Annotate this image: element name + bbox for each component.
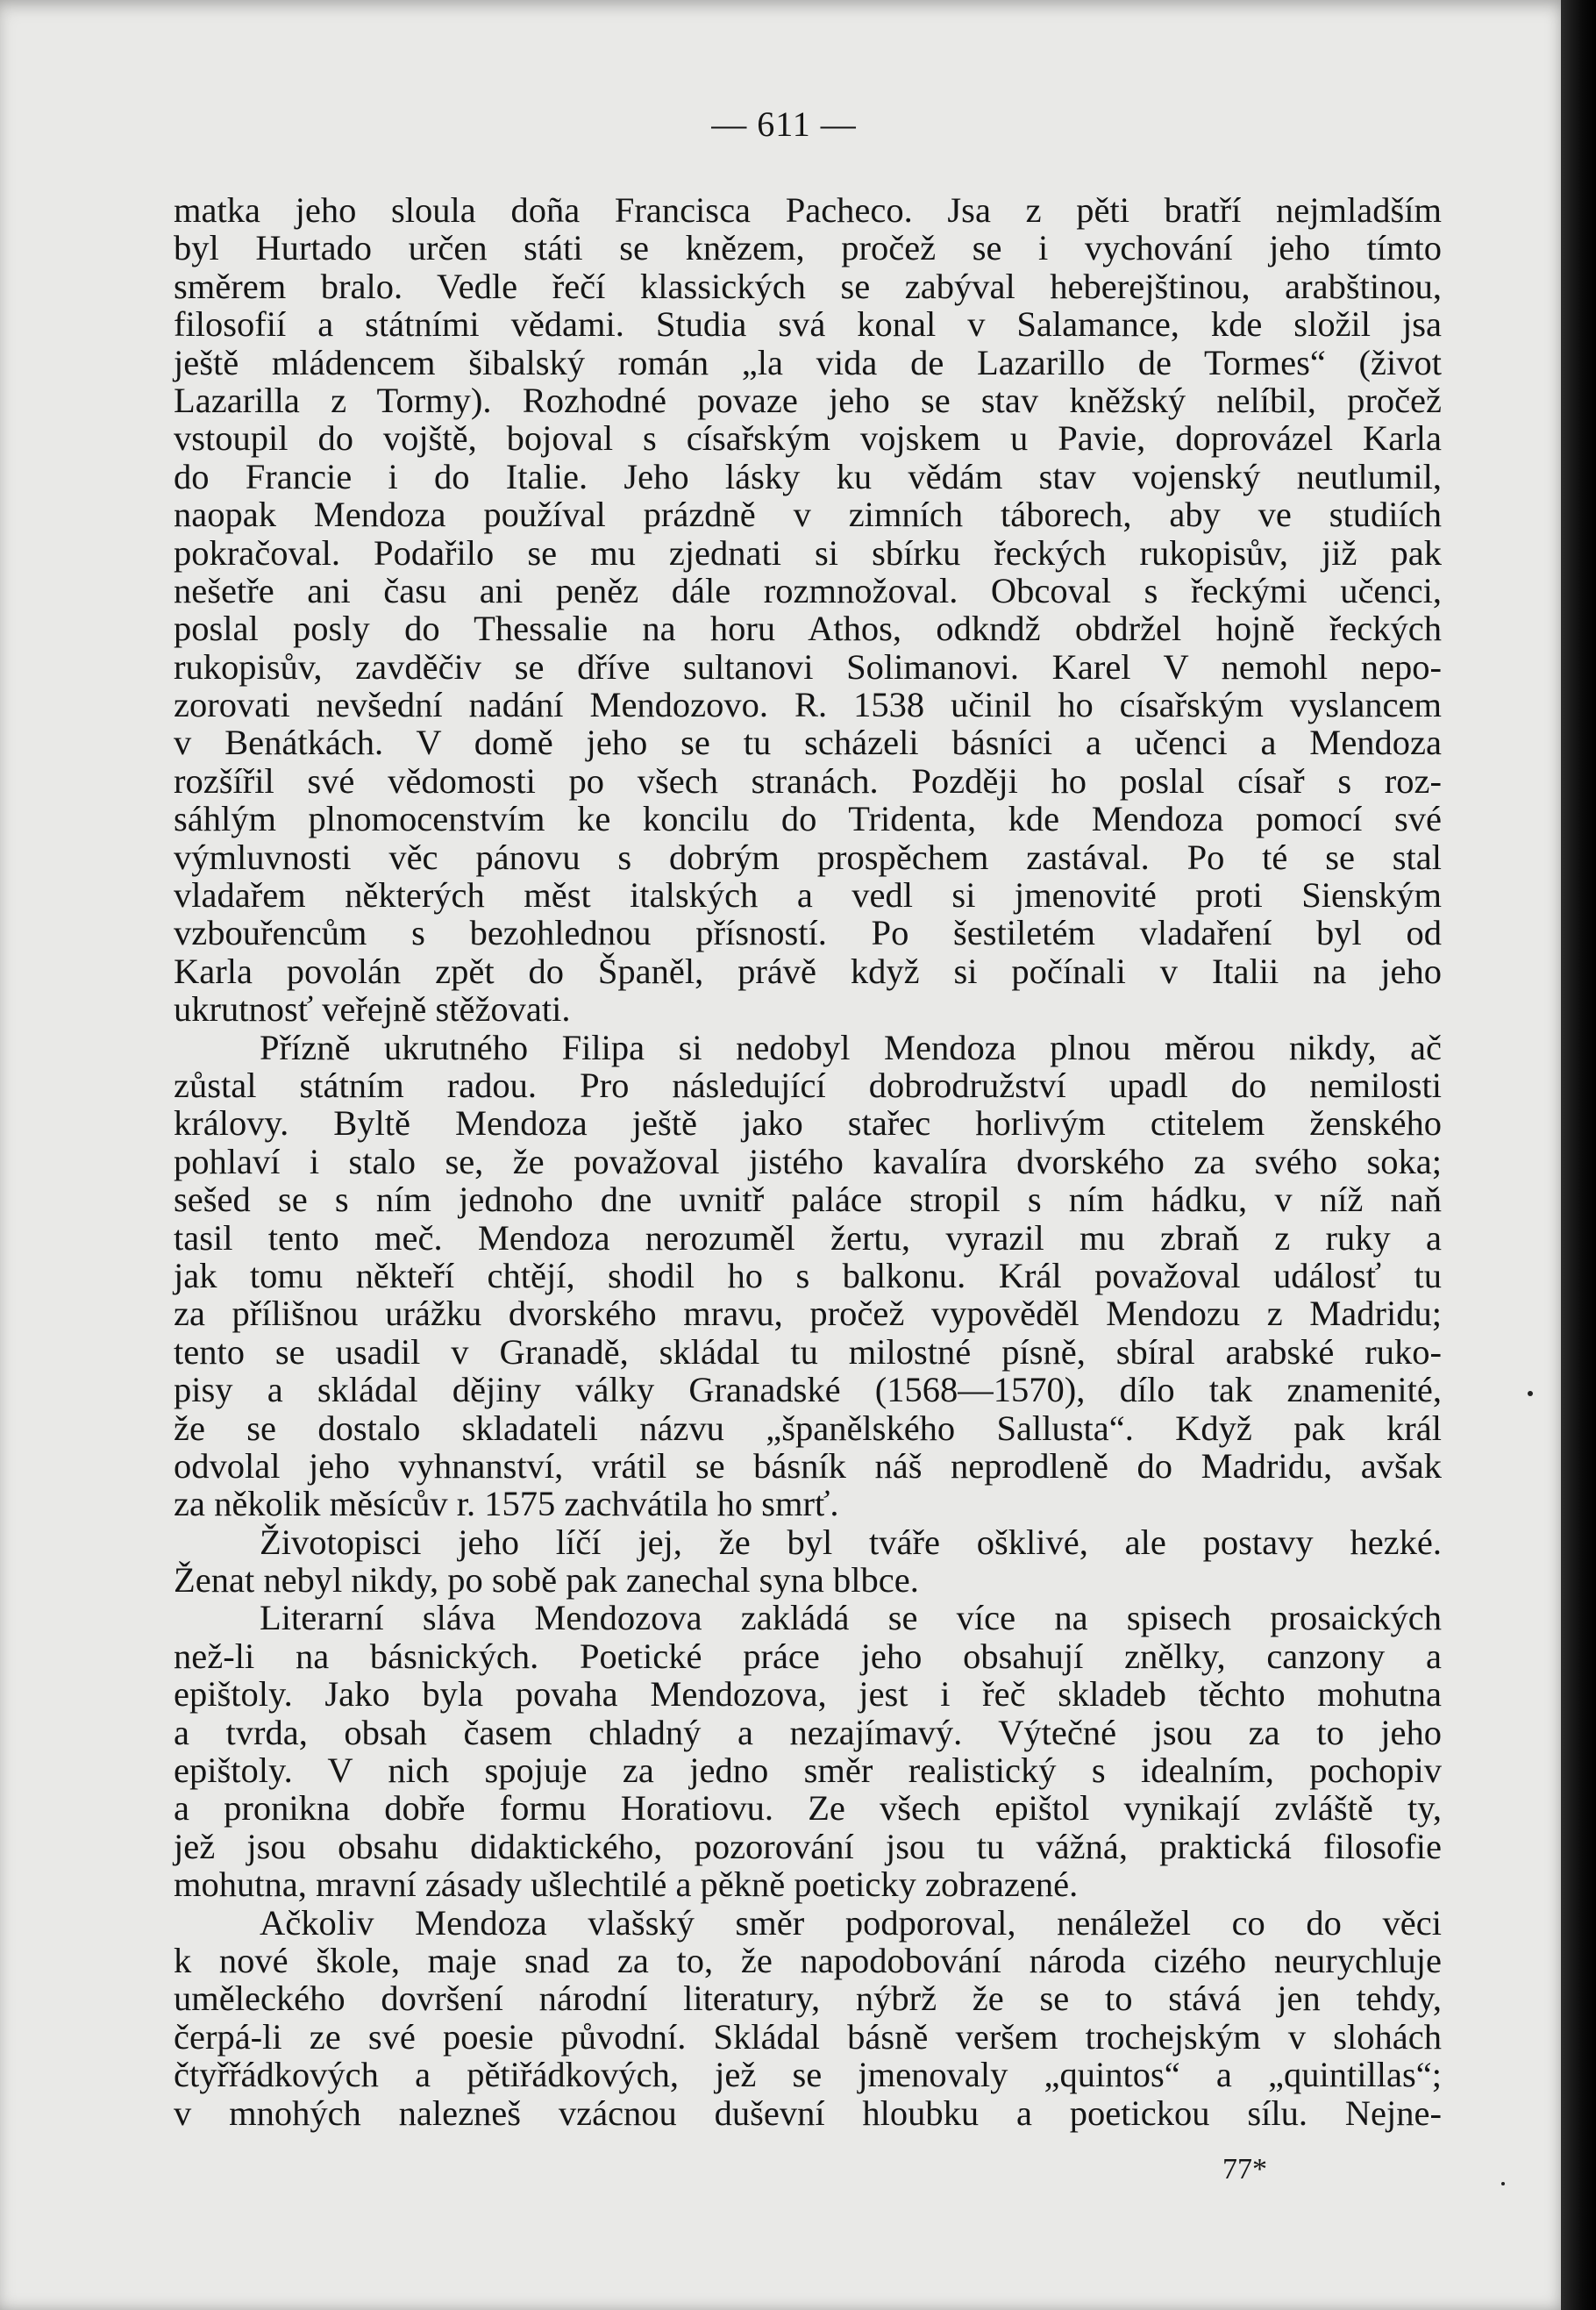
text-line: než-li na básnických. Poetické práce jeho obsahují znělky, canzony a	[174, 1636, 1442, 1676]
text-line: naopak Mendoza používal prázdně v zimních táborech, aby ve studiích	[174, 495, 1442, 535]
signature-mark: 77*	[1222, 2153, 1267, 2185]
text-line: a tvrda, obsah časem chladný a nezajímavý. Výtečné jsou za to jeho	[174, 1712, 1442, 1752]
text-line: za přílišnou urážku dvorského mravu, pročež vypověděl Mendozu z Madridu;	[174, 1294, 1442, 1334]
text-line: jež jsou obsahu didaktického, pozorování jsou tu vážná, praktická filosofie	[174, 1826, 1442, 1866]
page-text	[174, 191, 1442, 2132]
text-line: Lazarilla z Tormy). Rozhodné povaze jeho se stav kněžský nelíbil, pročež	[174, 380, 1442, 420]
text-line: matka jeho sloula doña Francisca Pacheco. Jsa z pěti bratří nejmladším	[174, 190, 1442, 230]
text-line: byl Hurtado určen státi se knězem, pročež se i vychování jeho tímto	[174, 228, 1442, 268]
text-line: Literarní sláva Mendozova zakládá se více na spisech prosaických	[260, 1598, 1442, 1638]
text-line: zorovati nevšední nadání Mendozovo. R. 1538 učinil ho císařským vyslancem	[174, 685, 1442, 725]
text-line: pohlaví i stalo se, že považoval jistého kavalíra dvorského za svého soka;	[174, 1141, 1442, 1181]
text-line: uměleckého dovršení národní literatury, nýbrž že se to stává jen tehdy,	[174, 1978, 1442, 2019]
text-line: v Benátkách. V domě jeho se tu scházeli básníci a učenci a Mendoza	[174, 723, 1442, 763]
text-line: a pronikna dobře formu Horatiovu. Ze všech epištol vynikají zvláště ty,	[174, 1788, 1442, 1829]
text-line: vladařem některých měst italských a vedl si jmenovité proti Sienským	[174, 875, 1442, 916]
text-line: k nové škole, maje snad za to, že napodobování národa cizého neurychluje	[174, 1940, 1442, 1980]
text-line: Ženat nebyl nikdy, po sobě pak zanechal syna blbce.	[174, 1560, 919, 1601]
text-line: odvolal jeho vyhnanství, vrátil se básník náš neprodleně do Madridu, avšak	[174, 1445, 1442, 1486]
text-line: vzbouřencům s bezohlednou přísností. Po šestiletém vladaření byl od	[174, 913, 1442, 953]
text-line: mohutna, mravní zásady ušlechtilé a pěkně poeticky zobrazené.	[174, 1864, 1079, 1905]
text-line: Přízně ukrutného Filipa si nedobyl Mendoza plnou měrou nikdy, ač	[260, 1027, 1442, 1067]
scan-speck	[1528, 1391, 1533, 1396]
text-line: Karla povolán zpět do Španěl, právě když si počínali v Italii na jeho	[174, 951, 1442, 991]
text-line: že se dostalo skladateli názvu „španělského Sallusta“. Když pak král	[174, 1408, 1442, 1448]
scan-edge-shadow	[1561, 0, 1596, 2310]
page-number: — 611 —	[711, 104, 857, 144]
text-line: výmluvnosti věc pánovu s dobrým prospěchem zastával. Po té se stal	[174, 837, 1442, 877]
text-line: poslal posly do Thessalie na horu Athos, odkndž obdržel hojně řeckých	[174, 609, 1442, 649]
text-line: do Francie i do Italie. Jeho lásky ku vědám stav vojenský neutlumil,	[174, 456, 1442, 496]
text-line: jak tomu někteří chtějí, shodil ho s balkonu. Král považoval událosť tu	[174, 1255, 1442, 1295]
scan-speck	[1501, 2182, 1505, 2185]
paragraph-4	[174, 1599, 1442, 1903]
paragraph-5	[174, 1904, 1442, 2132]
text-line: zůstal státním radou. Pro následující dobrodružství upadl do nemilosti	[174, 1065, 1442, 1105]
text-line: Ačkoliv Mendoza vlašský směr podporoval, nenáležel co do věci	[260, 1902, 1442, 1943]
text-line: pisy a skládal dějiny války Granadské (1568—1570), dílo tak znamenité,	[174, 1370, 1442, 1410]
text-line: Životopisci jeho líčí jej, že byl tváře ošklivé, ale postavy hezké.	[260, 1522, 1442, 1562]
text-line: ještě mládencem šibalský román „la vida de Lazarillo de Tormes“ (život	[174, 342, 1442, 382]
text-line: směrem bralo. Vedle řečí klassických se zabýval heberejštinou, arabštinou,	[174, 266, 1442, 306]
text-line: tasil tento meč. Mendoza nerozuměl žertu, vyrazil mu zbraň z ruky a	[174, 1217, 1442, 1258]
text-line: epištoly. Jako byla povaha Mendozova, jest i řeč skladeb těchto mohutna	[174, 1674, 1442, 1715]
text-line: v mnohých nalezneš vzácnou duševní hloubku a poetickou sílu. Nejne-	[174, 2093, 1442, 2133]
text-line: ukrutnosť veřejně stěžovati.	[174, 989, 571, 1030]
text-line: sáhlým plnomocenstvím ke koncilu do Tridenta, kde Mendoza pomocí své	[174, 799, 1442, 839]
text-line: vstoupil do vojště, bojoval s císařským vojskem u Pavie, doprovázel Karla	[174, 418, 1442, 459]
paragraph-2	[174, 1029, 1442, 1523]
text-line: rukopisův, zavděčiv se dříve sultanovi Solimanovi. Karel V nemohl nepo-	[174, 646, 1442, 687]
text-line: filosofií a státními vědami. Studia svá konal v Salamance, kde složil jsa	[174, 304, 1442, 345]
text-line: čtyřřádkových a pětiřádkových, jež se jmenovaly „quintos“ a „quintillas“;	[174, 2055, 1442, 2095]
paragraph-3	[174, 1523, 1442, 1600]
text-line: královy. Byltě Mendoza ještě jako stařec horlivým ctitelem ženského	[174, 1103, 1442, 1144]
text-line: čerpá-li ze své poesie původní. Skládal básně veršem trochejským v slohách	[174, 2016, 1442, 2057]
text-line: epištoly. V nich spojuje za jedno směr realistický s idealním, pochopiv	[174, 1750, 1442, 1791]
text-line: rozšířil své vědomosti po všech stranách. Později ho poslal císař s roz-	[174, 760, 1442, 801]
text-line: sešed se s ním jednoho dne uvnitř paláce stropil s ním hádku, v níž naň	[174, 1180, 1442, 1220]
text-line: za několik měsícův r. 1575 zachvátila ho smrť.	[174, 1484, 839, 1524]
paragraph-1	[174, 191, 1442, 1029]
text-line: pokračoval. Podařilo se mu zjednati si sbírku řeckých rukopisův, již pak	[174, 532, 1442, 573]
text-line: tento se usadil v Granadě, skládal tu milostné písně, sbíral arabské ruko-	[174, 1331, 1442, 1372]
text-line: nešetře ani času ani peněz dále rozmnožoval. Obcoval s řeckými učenci,	[174, 570, 1442, 610]
